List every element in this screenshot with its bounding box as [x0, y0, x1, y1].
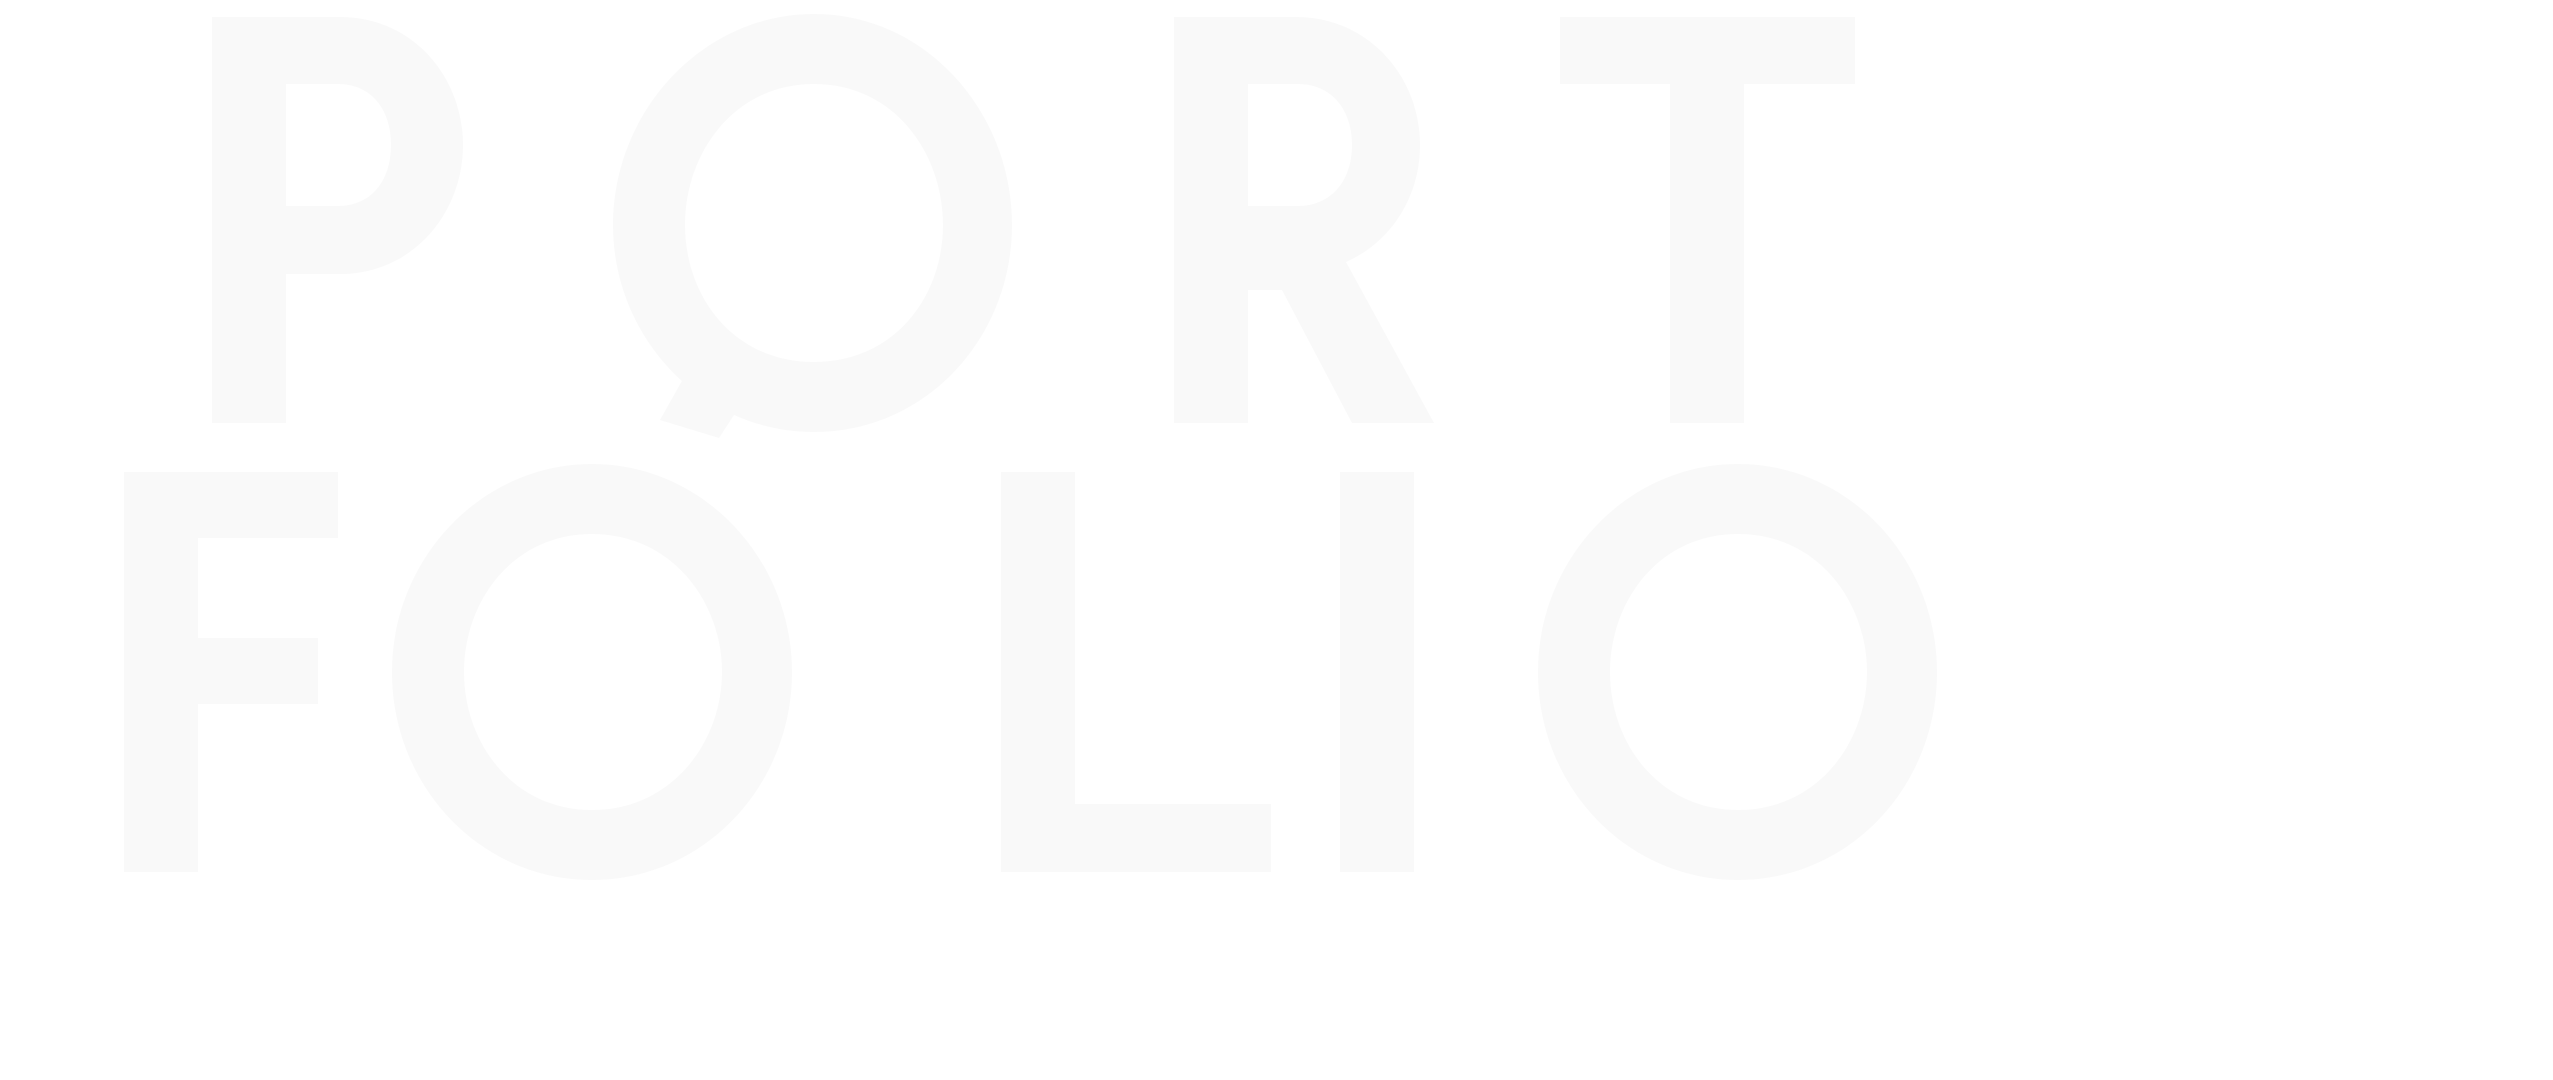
letter-f: [124, 472, 338, 872]
letter-o: [613, 14, 1012, 432]
letter-o-second: [392, 464, 792, 880]
letter-o-with-tail: [613, 14, 1012, 438]
letter-t-first: [1560, 17, 1855, 423]
letter-i: [1340, 472, 1414, 872]
letter-p: [212, 17, 463, 423]
letter-l: [1001, 472, 1271, 872]
wordmark-line-folio: [124, 464, 1937, 880]
wordmark-line-port: [212, 14, 1855, 438]
letter-o-third: [1538, 464, 1937, 880]
letter-r: [1174, 17, 1434, 423]
